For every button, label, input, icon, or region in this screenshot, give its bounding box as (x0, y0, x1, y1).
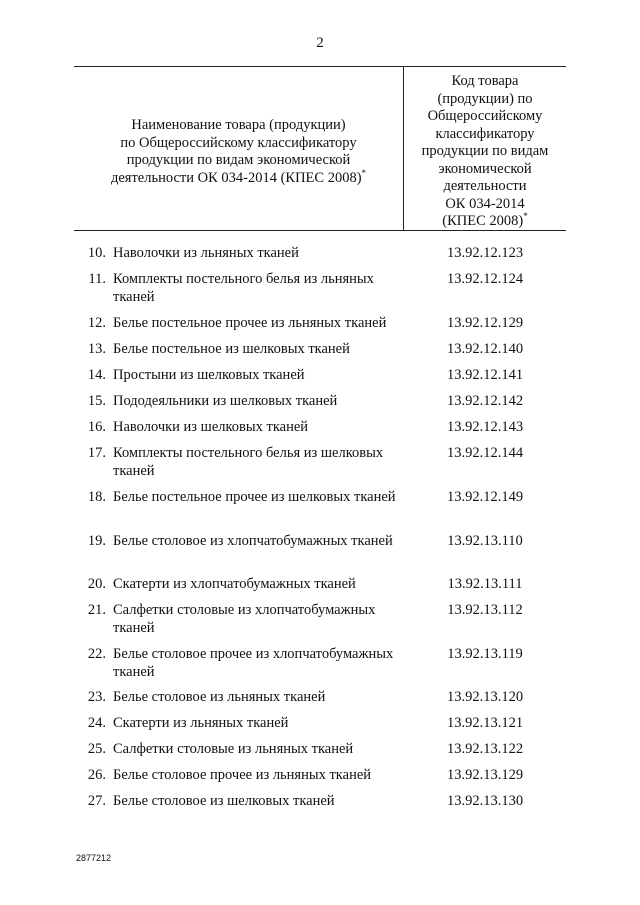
code-header-line: Код товара (451, 73, 519, 89)
row-code: 13.92.12.142 (446, 393, 524, 409)
row-code: 13.92.12.123 (446, 245, 524, 261)
row-number: 15. (87, 393, 106, 409)
row-code: 13.92.13.121 (446, 715, 524, 731)
row-name: Белье столовое из хлопчатобумажных тканей (113, 533, 393, 549)
row-name: Белье постельное прочее из льняных тканей (113, 315, 387, 331)
row-number: 20. (87, 576, 106, 592)
row-code: 13.92.13.110 (447, 533, 523, 549)
name-header-text: деятельности ОК 034-2014 (КПЕС 2008) (110, 169, 362, 186)
table-header (74, 66, 566, 231)
row-name: Салфетки столовые из льняных тканей (113, 741, 354, 757)
row-code: 13.92.13.119 (447, 646, 523, 662)
row-code: 13.92.12.141 (446, 367, 524, 383)
name-column-header (74, 117, 403, 187)
row-number: 22. (87, 646, 106, 662)
row-code: 13.92.13.129 (446, 767, 524, 783)
row-code: 13.92.13.130 (446, 793, 524, 809)
code-header-line: классификатору (435, 125, 535, 142)
row-name: Наволочки из шелковых тканей (113, 419, 309, 435)
row-name: Белье столовое прочее из хлопчатобумажных тканей (113, 646, 394, 680)
code-header-line: экономической (438, 160, 532, 177)
row-number: 25. (87, 741, 106, 757)
row-code: 13.92.13.122 (446, 741, 524, 757)
row-code: 13.92.13.112 (447, 602, 523, 618)
row-name: Салфетки столовые из хлопчатобумажных тканей (113, 602, 376, 636)
document-id: 2877212 (76, 853, 112, 863)
row-code: 13.92.13.111 (447, 576, 523, 592)
footnote-mark: * (361, 167, 367, 178)
row-name: Белье постельное из шелковых тканей (113, 341, 350, 357)
row-number: 23. (87, 689, 106, 705)
row-number: 13. (87, 341, 106, 357)
row-name: Наволочки из льняных тканей (113, 245, 299, 261)
row-code: 13.92.12.140 (446, 341, 524, 357)
code-header-line: продукции по видам (421, 143, 549, 159)
code-header-line-last (404, 213, 566, 231)
row-code: 13.92.13.120 (446, 689, 524, 705)
name-header-line-last (74, 167, 403, 188)
row-code: 13.92.12.144 (446, 445, 524, 461)
code-column-header (404, 73, 566, 231)
page-number: 2 (316, 35, 324, 51)
row-name: Пододеяльники из шелковых тканей (113, 393, 338, 409)
name-header-line: Наименование товара (продукции) (131, 117, 346, 133)
code-header-text: (КПЕС 2008) (442, 213, 524, 229)
row-number: 10. (87, 245, 106, 261)
row-name: Белье столовое из шелковых тканей (113, 793, 335, 809)
row-name: Скатерти из хлопчатобумажных тканей (113, 576, 356, 592)
name-header-line: по Общероссийскому классификатору (120, 134, 357, 151)
code-header-line: (продукции) по (437, 90, 533, 107)
row-code: 13.92.12.124 (446, 271, 524, 287)
footnote-mark: * (523, 211, 528, 222)
row-number: 17. (87, 445, 106, 461)
row-number: 21. (87, 602, 106, 618)
code-header-line: ОК 034-2014 (445, 195, 525, 212)
row-code: 13.92.12.143 (446, 419, 524, 435)
code-header-line: деятельности (443, 178, 527, 194)
row-code: 13.92.12.129 (446, 315, 524, 331)
row-code: 13.92.12.149 (446, 489, 524, 505)
row-number: 12. (87, 315, 106, 331)
row-number: 24. (87, 715, 106, 731)
row-number: 14. (87, 367, 106, 383)
row-name: Комплекты постельного белья из льняных тканей (113, 271, 374, 305)
row-name: Белье столовое из льняных тканей (113, 689, 326, 705)
row-number: 18. (87, 489, 106, 505)
row-number: 27. (87, 793, 106, 809)
row-name: Белье столовое прочее из льняных тканей (113, 767, 372, 783)
row-name: Комплекты постельного белья из шелковых тканей (113, 445, 384, 479)
row-number: 19. (87, 533, 106, 549)
row-number: 26. (87, 767, 106, 783)
code-header-line: Общероссийскому (427, 108, 543, 124)
row-name: Скатерти из льняных тканей (113, 715, 289, 731)
row-name: Простыни из шелковых тканей (113, 367, 305, 383)
row-name: Белье постельное прочее из шелковых тканей (113, 489, 396, 505)
row-number: 11. (88, 271, 106, 287)
name-header-line: продукции по видам экономической (126, 152, 351, 168)
row-number: 16. (87, 419, 106, 435)
